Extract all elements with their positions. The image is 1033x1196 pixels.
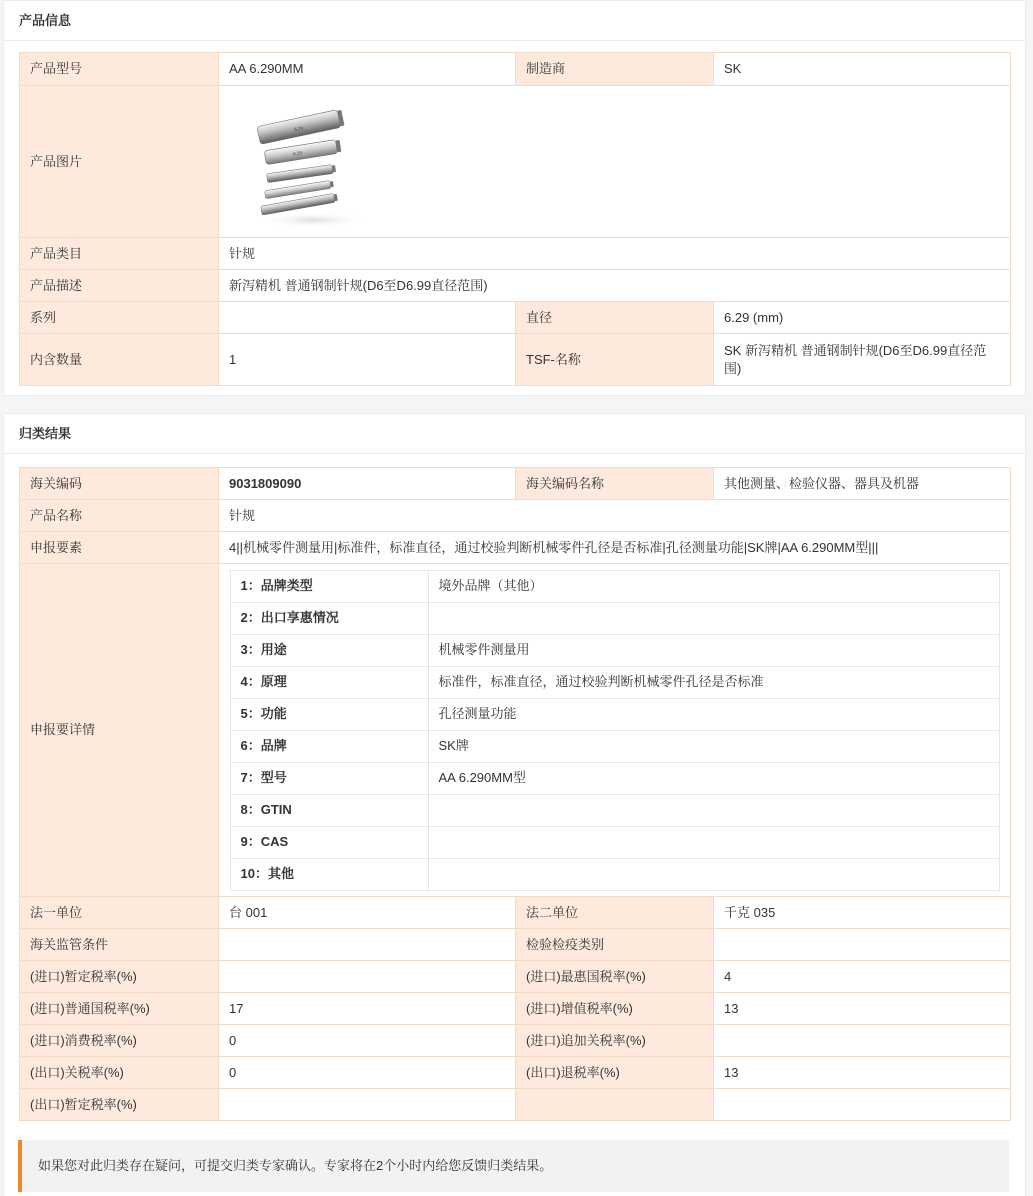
series-label: 系列 (20, 302, 219, 334)
detail-key: 7：型号 (230, 762, 428, 794)
imp-mfn-value: 4 (714, 961, 1011, 993)
diameter-label: 直径 (516, 302, 714, 334)
detail-row (230, 666, 999, 698)
maker-label: 制造商 (516, 53, 714, 86)
detail-value: 境外品牌（其他） (428, 570, 999, 602)
desc-value: 新泻精机 普通钢制针规(D6至D6.99直径范围) (219, 270, 1011, 302)
gauge-pins-image[interactable] (253, 92, 368, 232)
category-label: 产品类目 (20, 238, 219, 270)
qty-label: 内含数量 (20, 334, 219, 386)
classification-panel (3, 413, 1026, 1196)
detail-row (230, 698, 999, 730)
diameter-value: 6.29 (mm) (714, 302, 1011, 334)
exp-tariff-value: 0 (219, 1057, 516, 1089)
detail-value (428, 858, 999, 890)
hs-name-label: 海关编码名称 (516, 468, 714, 500)
details-label: 申报要详情 (20, 564, 219, 897)
svg-text:6.29: 6.29 (292, 149, 303, 156)
product-info-table (19, 52, 1011, 386)
unit2-label: 法二单位 (516, 897, 714, 929)
svg-text:6.29: 6.29 (293, 124, 304, 132)
tsf-value: SK 新泻精机 普通钢制针规(D6至D6.99直径范围) (714, 334, 1011, 386)
image-cell (219, 86, 1011, 238)
imp-provisional-label: (进口)暂定税率(%) (20, 961, 219, 993)
classification-notice: 如果您对此归类存在疑问，可提交归类专家确认。专家将在2个小时内给您反馈归类结果。 (18, 1140, 1009, 1192)
empty-value-cell (714, 1089, 1011, 1121)
imp-general-label: (进口)普通国税率(%) (20, 993, 219, 1025)
classification-title: 归类结果 (4, 414, 1025, 454)
detail-key: 10：其他 (230, 858, 428, 890)
imp-vat-label: (进口)增值税率(%) (516, 993, 714, 1025)
product-name-value: 针规 (219, 500, 1011, 532)
inspection-value (714, 929, 1011, 961)
imp-consumption-label: (进口)消费税率(%) (20, 1025, 219, 1057)
detail-key: 4：原理 (230, 666, 428, 698)
unit1-label: 法一单位 (20, 897, 219, 929)
detail-row (230, 762, 999, 794)
imp-provisional-value (219, 961, 516, 993)
gauge-pins-icon (253, 92, 368, 232)
detail-value (428, 826, 999, 858)
imp-additional-value (714, 1025, 1011, 1057)
unit1-value: 台 001 (219, 897, 516, 929)
classification-table (19, 467, 1011, 1121)
exp-provisional-value (219, 1089, 516, 1121)
exp-rebate-label: (出口)退税率(%) (516, 1057, 714, 1089)
detail-value: 标准件，标准直径，通过校验判断机械零件孔径是否标准 (428, 666, 999, 698)
unit2-value: 千克 035 (714, 897, 1011, 929)
detail-row (230, 634, 999, 666)
tsf-label: TSF-名称 (516, 334, 714, 386)
hs-code-value: 9031809090 (219, 468, 516, 500)
category-value: 针规 (219, 238, 1011, 270)
detail-row (230, 826, 999, 858)
imp-general-value: 17 (219, 993, 516, 1025)
detail-row (230, 794, 999, 826)
empty-label-cell (516, 1089, 714, 1121)
qty-value: 1 (219, 334, 516, 386)
product-info-title: 产品信息 (4, 1, 1025, 41)
detail-key: 9：CAS (230, 826, 428, 858)
detail-value (428, 794, 999, 826)
details-table (230, 570, 1000, 891)
exp-tariff-label: (出口)关税率(%) (20, 1057, 219, 1089)
detail-value: AA 6.290MM型 (428, 762, 999, 794)
detail-key: 2：出口享惠情况 (230, 602, 428, 634)
inspection-label: 检验检疫类别 (516, 929, 714, 961)
maker-value: SK (714, 53, 1011, 86)
detail-key: 6：品牌 (230, 730, 428, 762)
imp-vat-value: 13 (714, 993, 1011, 1025)
detail-key: 1：品牌类型 (230, 570, 428, 602)
desc-label: 产品描述 (20, 270, 219, 302)
detail-row (230, 570, 999, 602)
elements-value: 4||机械零件测量用|标准件，标准直径，通过校验判断机械零件孔径是否标准|孔径测量功能|SK牌|AA 6.290MM型||| (219, 532, 1011, 564)
product-name-label: 产品名称 (20, 500, 219, 532)
supervision-value (219, 929, 516, 961)
model-label: 产品型号 (20, 53, 219, 86)
detail-row (230, 602, 999, 634)
hs-code-label: 海关编码 (20, 468, 219, 500)
hs-name-value: 其他测量、检验仪器、器具及机器 (714, 468, 1011, 500)
series-value (219, 302, 516, 334)
elements-label: 申报要素 (20, 532, 219, 564)
imp-mfn-label: (进口)最惠国税率(%) (516, 961, 714, 993)
details-cell (219, 564, 1011, 897)
detail-row (230, 730, 999, 762)
imp-consumption-value: 0 (219, 1025, 516, 1057)
model-value: AA 6.290MM (219, 53, 516, 86)
detail-key: 3：用途 (230, 634, 428, 666)
detail-key: 5：功能 (230, 698, 428, 730)
detail-value: SK牌 (428, 730, 999, 762)
detail-row (230, 858, 999, 890)
detail-value: 孔径测量功能 (428, 698, 999, 730)
detail-key: 8：GTIN (230, 794, 428, 826)
product-info-panel (3, 0, 1026, 396)
imp-additional-label: (进口)追加关税率(%) (516, 1025, 714, 1057)
exp-rebate-value: 13 (714, 1057, 1011, 1089)
detail-value (428, 602, 999, 634)
exp-provisional-label: (出口)暂定税率(%) (20, 1089, 219, 1121)
detail-value: 机械零件测量用 (428, 634, 999, 666)
supervision-label: 海关监管条件 (20, 929, 219, 961)
image-label: 产品图片 (20, 86, 219, 238)
